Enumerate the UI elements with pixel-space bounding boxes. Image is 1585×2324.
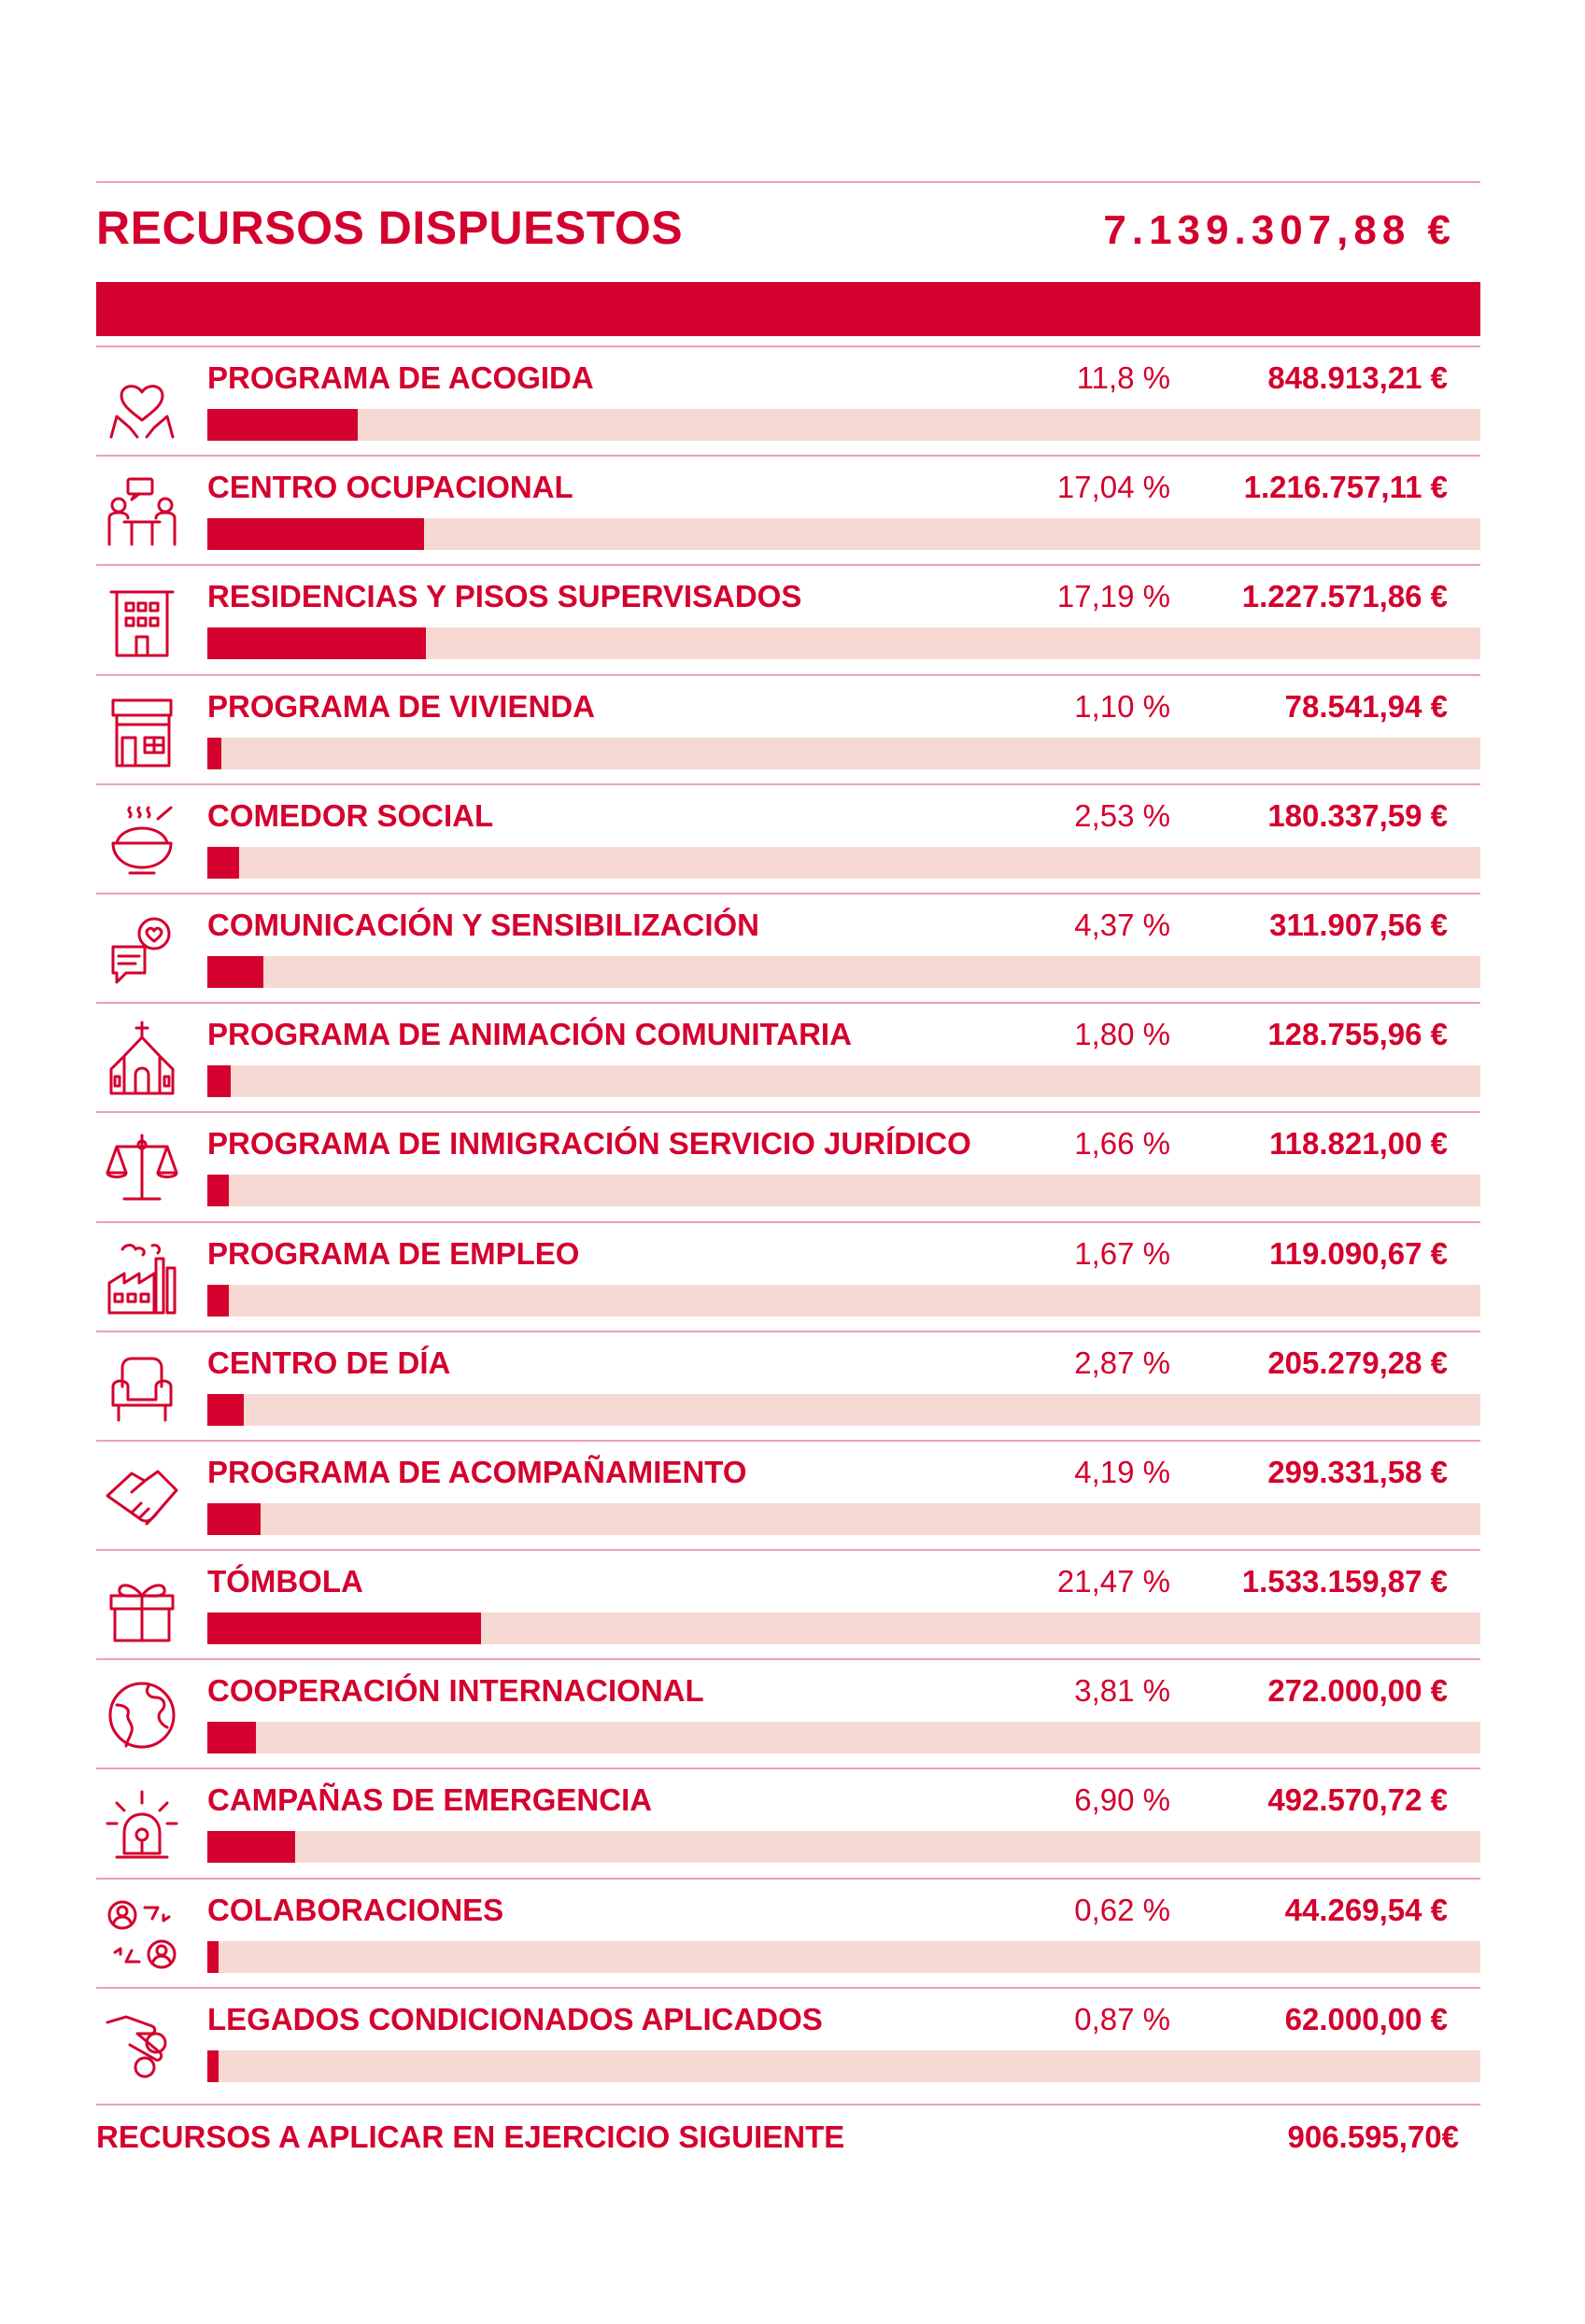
resource-row: [96, 674, 1480, 783]
bar-fill: [207, 1613, 481, 1644]
category-label: PROGRAMA DE ANIMACIÓN COMUNITARIA: [207, 1017, 852, 1052]
bar-fill: [207, 1065, 231, 1097]
category-label: COLABORACIONES: [207, 1892, 504, 1927]
bar-fill: [207, 847, 239, 879]
amount-label: 78.541,94 €: [1284, 688, 1448, 724]
scales-icon: [104, 1130, 180, 1206]
category-label: PROGRAMA DE ACOGIDA: [207, 360, 594, 395]
amount-label: 848.913,21 €: [1267, 360, 1448, 395]
building-icon: [104, 583, 180, 659]
armchair-icon: [104, 1349, 180, 1426]
amount-label: 205.279,28 €: [1267, 1345, 1448, 1380]
people-meeting-icon: [104, 473, 180, 550]
resource-row: [96, 455, 1480, 564]
food-bowl-icon: [104, 802, 180, 879]
percent-label: 3,81 %: [1074, 1673, 1170, 1709]
percent-label: 2,53 %: [1074, 797, 1170, 833]
percent-label: 0,87 %: [1074, 2001, 1170, 2036]
percent-label: 1,10 %: [1074, 688, 1170, 724]
amount-label: 119.090,67 €: [1269, 1235, 1448, 1271]
category-label: PROGRAMA DE EMPLEO: [207, 1235, 580, 1271]
header-band: [96, 282, 1480, 336]
church-icon: [104, 1021, 180, 1097]
footer-label: RECURSOS A APLICAR EN EJERCICIO SIGUIENTE: [96, 2120, 845, 2154]
bottom-divider: [96, 2104, 1480, 2106]
percent-label: 17,04 %: [1056, 470, 1170, 505]
percent-label: 6,90 %: [1074, 1782, 1170, 1818]
category-label: RESIDENCIAS Y PISOS SUPERVISADOS: [207, 579, 802, 614]
footer-value: 906.595,70€: [1287, 2120, 1459, 2154]
bar-track: [207, 1722, 1480, 1754]
category-label: CENTRO DE DÍA: [207, 1345, 451, 1380]
amount-label: 311.907,56 €: [1269, 907, 1448, 942]
amount-label: 492.570,72 €: [1267, 1782, 1448, 1818]
bar-track: [207, 627, 1480, 659]
category-label: PROGRAMA DE ACOMPAÑAMIENTO: [207, 1454, 747, 1489]
page-title: RECURSOS DISPUESTOS: [96, 202, 684, 254]
amount-label: 62.000,00 €: [1284, 2001, 1448, 2036]
percent-label: 11,8 %: [1076, 360, 1170, 395]
bar-fill: [207, 627, 426, 659]
percent-label: 1,67 %: [1074, 1235, 1170, 1271]
factory-icon: [104, 1240, 180, 1317]
bar-fill: [207, 1503, 261, 1535]
resource-list: [96, 345, 1480, 2096]
percent-label: 4,37 %: [1074, 907, 1170, 942]
resource-row: [96, 1440, 1480, 1549]
bar-track: [207, 1941, 1480, 1973]
bar-track: [207, 1613, 1480, 1644]
percent-label: 4,19 %: [1074, 1454, 1170, 1489]
category-label: CAMPAÑAS DE EMERGENCIA: [207, 1782, 653, 1818]
hand-coin-icon: [104, 2006, 180, 2082]
amount-label: 44.269,54 €: [1284, 1892, 1448, 1927]
percent-label: 1,80 %: [1074, 1017, 1170, 1052]
resource-row: [96, 1331, 1480, 1440]
resource-row: [96, 1111, 1480, 1220]
resource-row: [96, 1987, 1480, 2096]
bar-fill: [207, 1394, 244, 1426]
resource-row: [96, 1878, 1480, 1987]
bar-fill: [207, 518, 424, 550]
total-amount: 7.139.307,88 €: [1103, 207, 1456, 253]
amount-label: 128.755,96 €: [1267, 1017, 1448, 1052]
percent-label: 1,66 %: [1074, 1126, 1170, 1162]
bar-fill: [207, 738, 221, 769]
resource-row: [96, 1768, 1480, 1877]
amount-label: 1.533.159,87 €: [1241, 1564, 1448, 1599]
bar-fill: [207, 2050, 219, 2082]
bar-track: [207, 956, 1480, 988]
bar-fill: [207, 409, 358, 441]
percent-label: 2,87 %: [1074, 1345, 1170, 1380]
siren-icon: [104, 1786, 180, 1863]
house-icon: [104, 693, 180, 769]
gift-icon: [104, 1568, 180, 1644]
bar-track: [207, 1175, 1480, 1206]
category-label: TÓMBOLA: [207, 1564, 363, 1599]
bar-track: [207, 738, 1480, 769]
top-divider: [96, 181, 1480, 183]
category-label: PROGRAMA DE VIVIENDA: [207, 688, 595, 724]
amount-label: 1.216.757,11 €: [1243, 470, 1448, 505]
resource-row: [96, 783, 1480, 893]
globe-icon: [104, 1677, 180, 1754]
bar-fill: [207, 1831, 295, 1863]
category-label: COMUNICACIÓN Y SENSIBILIZACIÓN: [207, 907, 759, 942]
handshake-icon: [104, 1458, 180, 1535]
category-label: LEGADOS CONDICIONADOS APLICADOS: [207, 2001, 823, 2036]
bar-track: [207, 1394, 1480, 1426]
bar-fill: [207, 1941, 219, 1973]
category-label: COOPERACIÓN INTERNACIONAL: [207, 1673, 704, 1709]
percent-label: 21,47 %: [1056, 1564, 1170, 1599]
bar-track: [207, 518, 1480, 550]
bar-track: [207, 2050, 1480, 2082]
resource-row: [96, 1549, 1480, 1658]
resource-row: [96, 1221, 1480, 1331]
bar-track: [207, 409, 1480, 441]
chat-heart-icon: [104, 911, 180, 988]
amount-label: 118.821,00 €: [1269, 1126, 1448, 1162]
heart-hands-icon: [104, 364, 180, 441]
resource-row: [96, 893, 1480, 1002]
bar-track: [207, 1285, 1480, 1317]
bar-fill: [207, 1285, 229, 1317]
category-label: CENTRO OCUPACIONAL: [207, 470, 573, 505]
exchange-people-icon: [104, 1896, 180, 1973]
percent-label: 17,19 %: [1056, 579, 1170, 614]
bar-track: [207, 1503, 1480, 1535]
resource-row: [96, 1002, 1480, 1111]
amount-label: 272.000,00 €: [1267, 1673, 1448, 1709]
resource-row: [96, 564, 1480, 673]
category-label: COMEDOR SOCIAL: [207, 797, 494, 833]
bar-fill: [207, 1722, 256, 1754]
percent-label: 0,62 %: [1074, 1892, 1170, 1927]
resource-row: [96, 1658, 1480, 1768]
bar-track: [207, 847, 1480, 879]
amount-label: 1.227.571,86 €: [1241, 579, 1448, 614]
amount-label: 180.337,59 €: [1267, 797, 1448, 833]
bar-fill: [207, 1175, 229, 1206]
bar-fill: [207, 956, 263, 988]
amount-label: 299.331,58 €: [1267, 1454, 1448, 1489]
resource-row: [96, 345, 1480, 455]
bar-track: [207, 1065, 1480, 1097]
category-label: PROGRAMA DE INMIGRACIÓN SERVICIO JURÍDICO: [207, 1126, 971, 1162]
bar-track: [207, 1831, 1480, 1863]
